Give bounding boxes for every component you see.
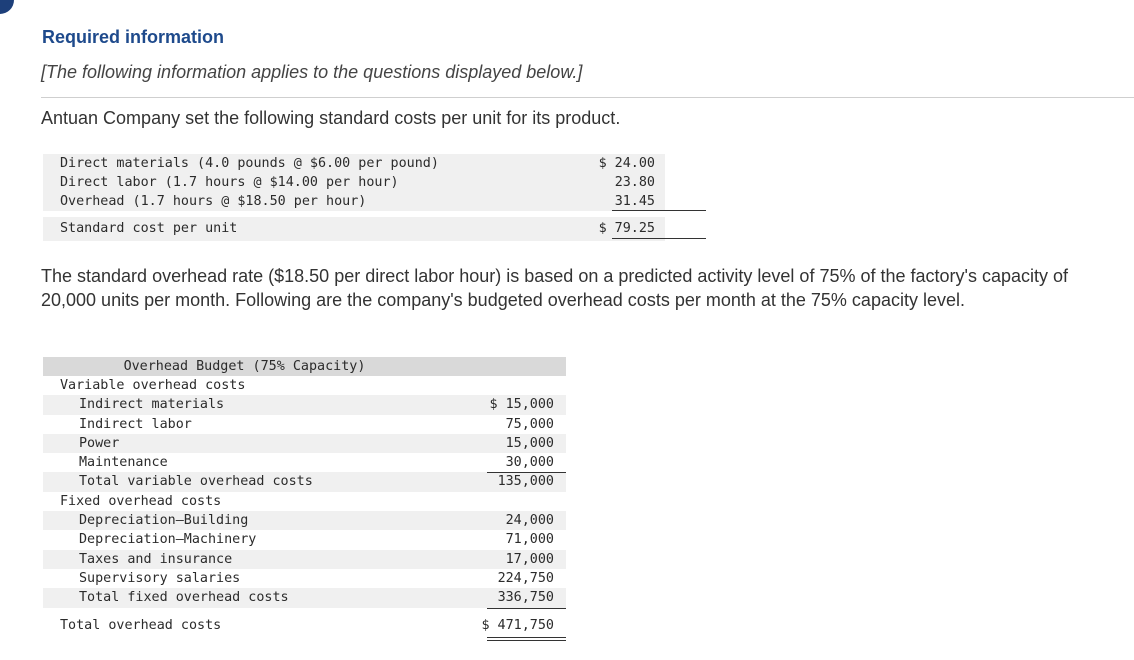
table-row	[43, 569, 566, 588]
row-label: Depreciation—Building	[79, 513, 249, 529]
subtotal-rule	[612, 210, 706, 211]
row-amount: 71,000	[505, 532, 554, 548]
variable-heading: Variable overhead costs	[60, 378, 246, 393]
row-label: Overhead (1.7 hours @ $18.50 per hour)	[60, 194, 367, 209]
total-rule	[487, 637, 566, 638]
row-label: Indirect labor	[79, 416, 192, 432]
row-amount: 17,000	[505, 551, 554, 567]
table-row	[43, 415, 566, 434]
subtotal-row	[43, 472, 566, 491]
subtotal-rule	[487, 472, 566, 473]
row-label: Total variable overhead costs	[79, 474, 313, 490]
table-row	[43, 530, 566, 549]
row-amount: 75,000	[505, 416, 554, 432]
section-heading-row	[43, 492, 566, 511]
corner-badge-icon	[0, 0, 14, 14]
row-amount: 23.80	[614, 175, 655, 190]
required-information-title: Required information	[42, 27, 225, 47]
row-label: Taxes and insurance	[79, 551, 233, 567]
table-row	[43, 453, 566, 472]
table-row	[43, 434, 566, 453]
row-label: Total overhead costs	[60, 617, 222, 633]
info-note: [The following information applies to the questions displayed below.]	[41, 62, 583, 82]
total-rule	[612, 238, 706, 239]
row-amount: 31.45	[614, 194, 655, 209]
overhead-budget-table	[43, 357, 566, 638]
row-label: Maintenance	[79, 455, 168, 471]
intro-text: Antuan Company set the following standard costs per unit for its product.	[41, 108, 621, 128]
grand-total-row	[43, 614, 566, 638]
row-label: Depreciation—Machinery	[79, 532, 257, 548]
table-row	[43, 173, 665, 192]
row-label: Direct materials (4.0 pounds @ $6.00 per pound)	[60, 156, 439, 171]
row-amount: 24,000	[505, 513, 554, 529]
row-amount: $ 24.00	[598, 156, 655, 171]
fixed-heading: Fixed overhead costs	[60, 493, 222, 509]
row-amount: 336,750	[497, 590, 554, 606]
subtotal-row	[43, 588, 566, 607]
row-label: Indirect materials	[79, 397, 225, 413]
row-amount: $ 471,750	[481, 617, 554, 633]
table-row	[43, 192, 665, 211]
total-row	[43, 217, 665, 241]
row-amount: 30,000	[505, 455, 554, 471]
total-rule-double	[487, 640, 566, 641]
total-label: Standard cost per unit	[60, 221, 238, 236]
row-label: Power	[79, 435, 120, 451]
subtotal-rule	[487, 608, 566, 609]
total-amount: $ 79.25	[598, 221, 655, 236]
row-amount: 135,000	[497, 474, 554, 490]
row-label: Direct labor (1.7 hours @ $14.00 per hour)	[60, 175, 399, 190]
row-amount: $ 15,000	[489, 397, 554, 413]
table-row	[43, 154, 665, 173]
row-label: Supervisory salaries	[79, 570, 241, 586]
row-label: Total fixed overhead costs	[79, 590, 289, 606]
divider	[41, 97, 1134, 98]
table-heading: Overhead Budget (75% Capacity)	[43, 357, 566, 376]
section-heading-row	[43, 376, 566, 395]
row-amount: 224,750	[497, 570, 554, 586]
overhead-rate-paragraph: The standard overhead rate ($18.50 per direct labor hour) is based on a predicted activity level of 75% of the factory's capacity of 20,000 units per month. Following are the company's budgeted overhead costs per month at the 75% capacity level.	[41, 266, 1069, 310]
row-amount: 15,000	[505, 435, 554, 451]
table-row	[43, 511, 566, 530]
standard-cost-table	[43, 154, 665, 241]
table-row	[43, 395, 566, 414]
table-row	[43, 550, 566, 569]
